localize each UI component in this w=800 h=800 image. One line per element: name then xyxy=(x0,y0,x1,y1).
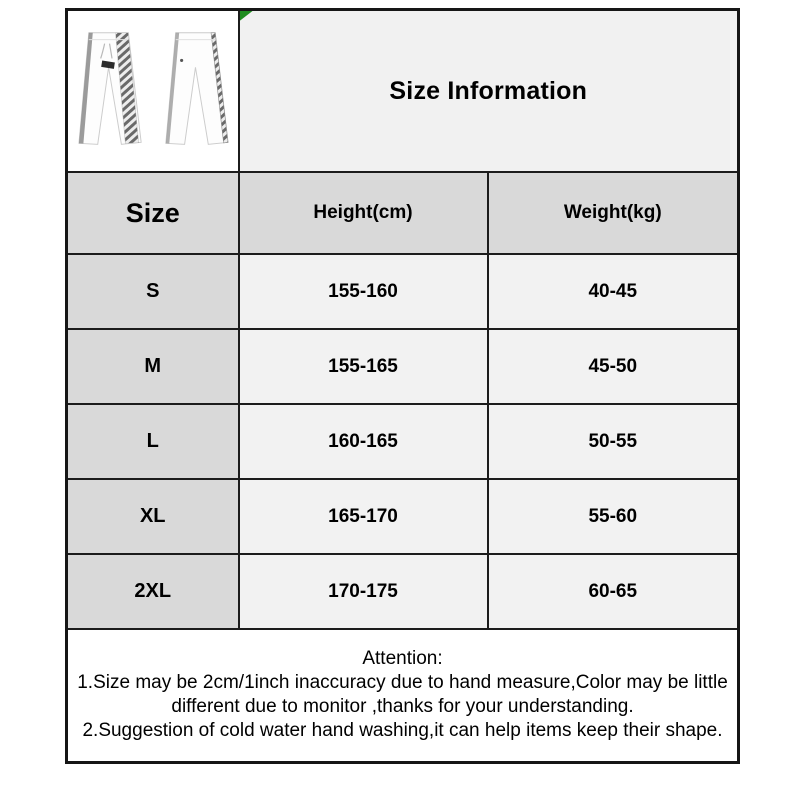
table-row-m xyxy=(67,329,739,404)
attention-line: 1.Size may be 2cm/1inch inaccuracy due to hand measure,Color may be little xyxy=(77,672,728,694)
weight-cell: 55-60 xyxy=(488,479,739,554)
table-header-row xyxy=(67,172,739,254)
header-height: Height(cm) xyxy=(239,172,488,254)
height-cell: 160-165 xyxy=(239,404,488,479)
attention-row xyxy=(67,629,739,762)
weight-cell: 45-50 xyxy=(488,329,739,404)
size-cell: XL xyxy=(67,479,239,554)
pants-back-view xyxy=(166,33,228,145)
weight-cell: 40-45 xyxy=(488,254,739,329)
table-row-2xl xyxy=(67,554,739,629)
attention-title: Attention: xyxy=(362,648,443,670)
cell-corner-marker-icon xyxy=(240,11,253,21)
size-cell: 2XL xyxy=(67,554,239,629)
size-cell: M xyxy=(67,329,239,404)
size-information-table xyxy=(65,8,740,764)
attention-line: different due to monitor ,thanks for your understanding. xyxy=(171,696,634,718)
table-row-s xyxy=(67,254,739,329)
size-cell: S xyxy=(67,254,239,329)
size-cell: L xyxy=(67,404,239,479)
page-title: Size Information xyxy=(389,76,588,105)
height-cell: 170-175 xyxy=(239,554,488,629)
table-row-l xyxy=(67,404,739,479)
height-cell: 165-170 xyxy=(239,479,488,554)
attention-box xyxy=(67,629,739,762)
title-row xyxy=(67,10,739,173)
height-cell: 155-165 xyxy=(239,329,488,404)
height-cell: 155-160 xyxy=(239,254,488,329)
attention-line: 2.Suggestion of cold water hand washing,it can help items keep their shape. xyxy=(82,720,723,742)
header-size: Size xyxy=(67,172,239,254)
pants-product-image xyxy=(69,13,237,169)
weight-cell: 60-65 xyxy=(488,554,739,629)
pants-front-view xyxy=(79,33,141,145)
logo-dot xyxy=(180,59,183,62)
product-image-cell xyxy=(67,10,239,173)
header-weight: Weight(kg) xyxy=(488,172,739,254)
table-row-xl xyxy=(67,479,739,554)
weight-cell: 50-55 xyxy=(488,404,739,479)
title-cell xyxy=(239,10,739,173)
